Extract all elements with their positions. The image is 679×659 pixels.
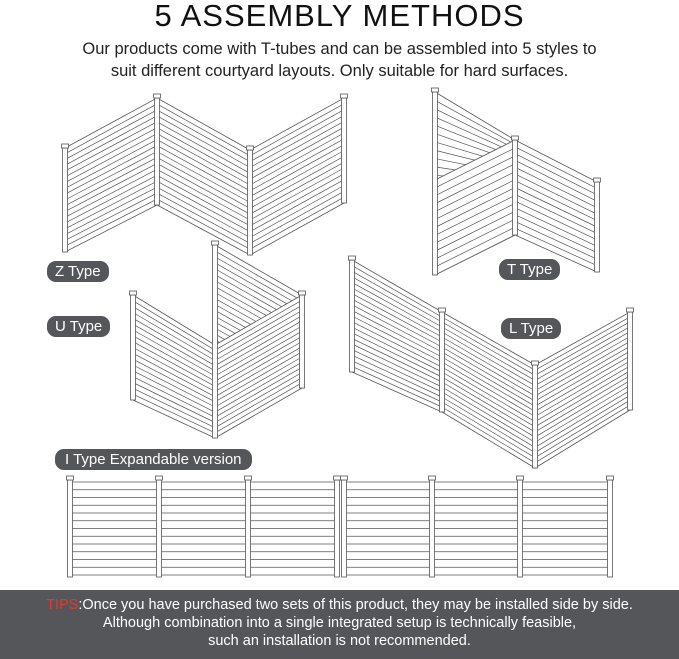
post-cap bbox=[349, 256, 356, 260]
subtitle-line-2: suit different courtyard layouts. Only suitable for hard surfaces. bbox=[110, 62, 569, 80]
post-cap bbox=[212, 241, 219, 245]
post-cap bbox=[532, 361, 539, 365]
fence-post bbox=[433, 92, 438, 275]
post-cap bbox=[432, 88, 439, 92]
post-cap bbox=[62, 144, 69, 148]
fence-post bbox=[533, 365, 538, 468]
tips-banner bbox=[0, 590, 679, 659]
post-cap bbox=[245, 476, 252, 480]
fence-post bbox=[513, 140, 518, 235]
fence-post bbox=[595, 182, 600, 272]
l-type-label: L Type bbox=[501, 318, 561, 339]
fence-post bbox=[335, 480, 340, 577]
post-cap bbox=[512, 136, 519, 140]
fence-post bbox=[131, 295, 136, 400]
fence-post bbox=[246, 480, 251, 577]
fence-panel bbox=[352, 260, 442, 412]
fence-post bbox=[63, 148, 68, 252]
fence-post bbox=[350, 260, 355, 372]
post-cap bbox=[299, 291, 306, 295]
post-cap bbox=[429, 476, 436, 480]
tips-prefix: TIPS bbox=[46, 597, 79, 613]
fence-post bbox=[157, 480, 162, 577]
z-type-label: Z Type bbox=[47, 261, 109, 282]
page-title: 5 ASSEMBLY METHODS bbox=[154, 0, 525, 33]
fence-post bbox=[440, 312, 445, 412]
post-cap bbox=[607, 476, 614, 480]
fence-post bbox=[430, 480, 435, 577]
tips-text-1: :Once you have purchased two sets of this product, they may be installed side by side. bbox=[78, 597, 633, 613]
fence-panel bbox=[157, 98, 250, 255]
post-cap bbox=[130, 291, 137, 295]
u-type-label: U Type bbox=[47, 316, 110, 337]
fence-post bbox=[68, 480, 73, 577]
tips-line-3: such an installation is not recommended. bbox=[208, 633, 471, 649]
post-cap bbox=[439, 308, 446, 312]
subtitle-line-1: Our products come with T-tubes and can be assembled into 5 styles to bbox=[82, 40, 597, 58]
i-type-label: I Type Expandable version bbox=[55, 449, 252, 470]
post-cap bbox=[341, 476, 348, 480]
fence-post bbox=[155, 98, 160, 205]
fence-post bbox=[608, 480, 613, 577]
fence-post bbox=[342, 98, 347, 203]
post-cap bbox=[247, 146, 254, 150]
tips-line-2: Although combination into a single integrated setup is technically feasible, bbox=[102, 615, 577, 631]
fence-post bbox=[213, 245, 218, 438]
fence-post bbox=[248, 150, 253, 255]
fence-post bbox=[518, 480, 523, 577]
post-cap bbox=[517, 476, 524, 480]
post-cap bbox=[594, 178, 601, 182]
fence-post bbox=[628, 312, 633, 410]
post-cap bbox=[334, 476, 341, 480]
fence-post bbox=[342, 480, 347, 577]
post-cap bbox=[627, 308, 634, 312]
post-cap bbox=[67, 476, 74, 480]
post-cap bbox=[156, 476, 163, 480]
post-cap bbox=[341, 94, 348, 98]
fence-post bbox=[300, 295, 305, 388]
post-cap bbox=[154, 94, 161, 98]
tips-line-1 bbox=[0, 596, 679, 614]
t-type-label: T Type bbox=[499, 259, 560, 280]
